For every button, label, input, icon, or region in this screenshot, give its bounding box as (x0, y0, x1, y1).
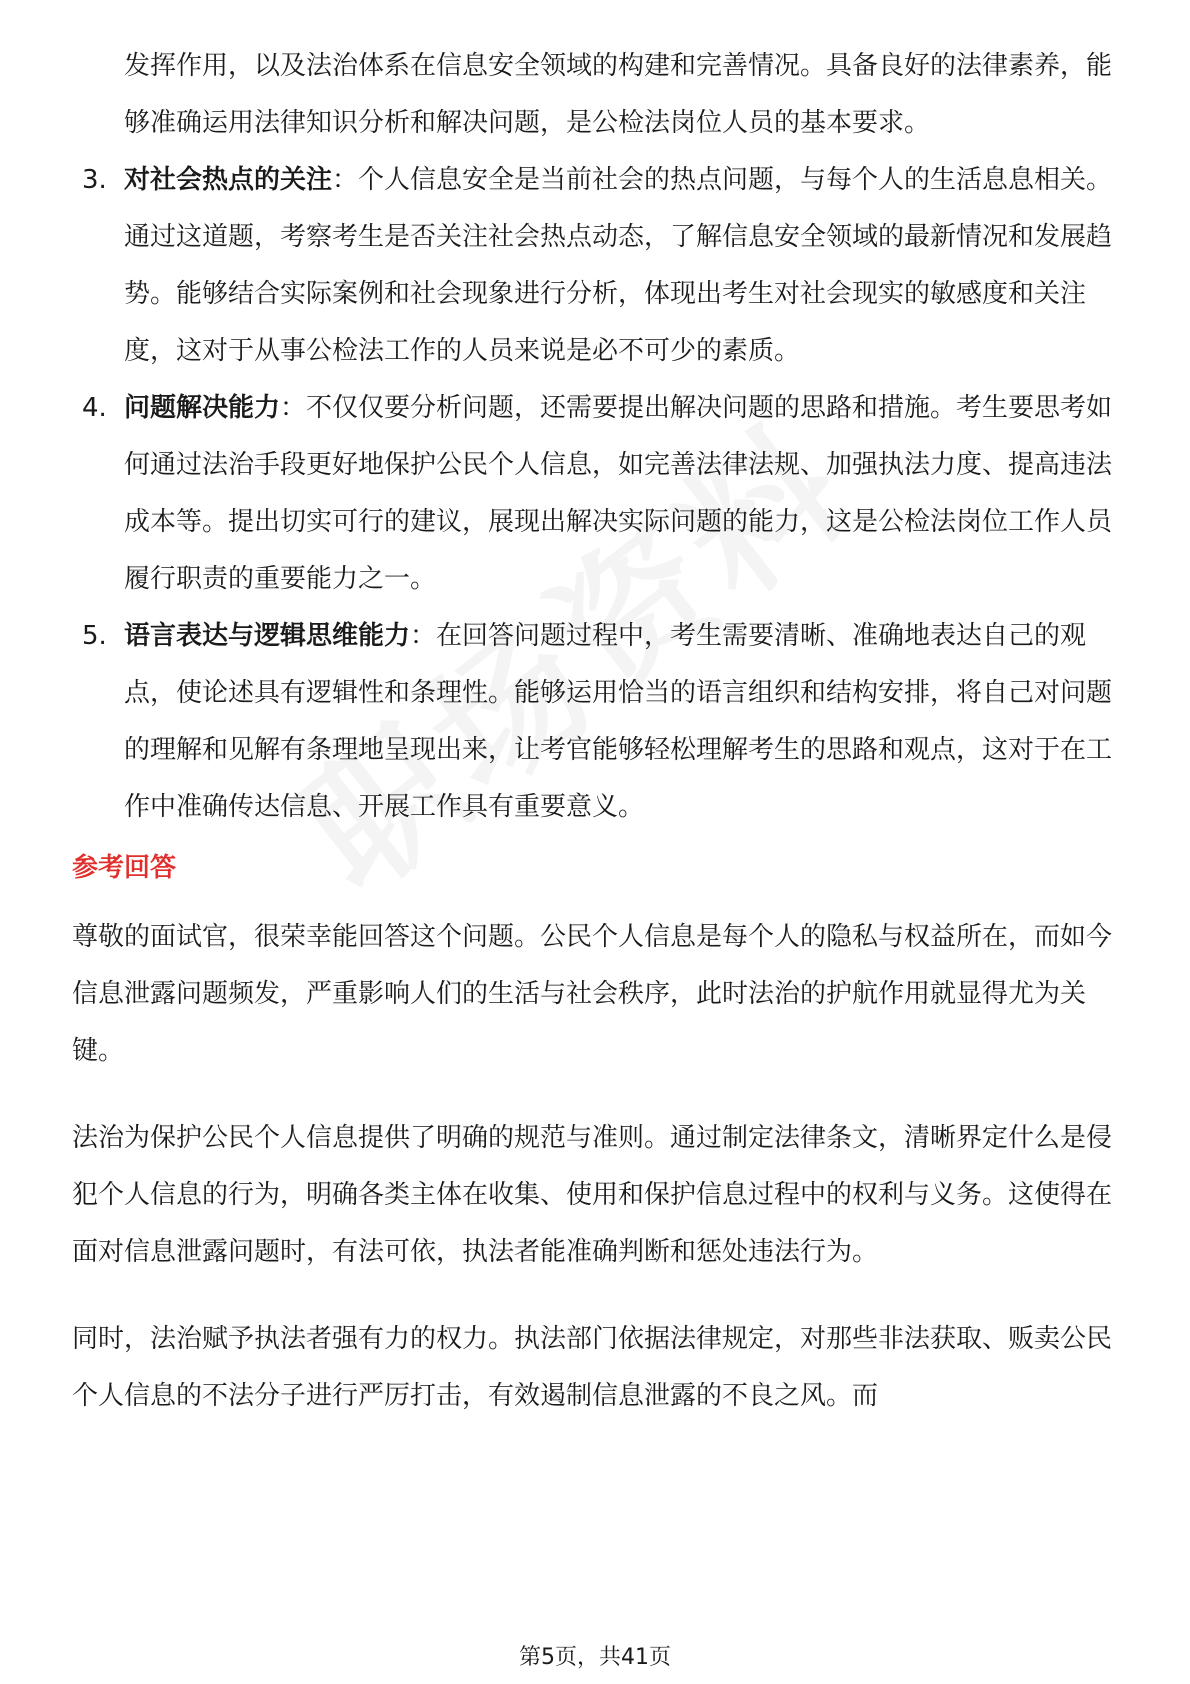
list-item (72, 608, 1122, 836)
list-item-text: ：在回答问题过程中，考生需要清晰、准确地表达自己的观点，使论述具有逻辑性和条理性。能够运用恰当的语言组织和结构安排，将自己对问题的理解和见解有条理地呈现出来，让考官能够轻松理解考生的思路和观点，这对于在工作中准确传达信息、开展工作具有重要意义。 (124, 621, 1113, 822)
answer-paragraph: 尊敬的面试官，很荣幸能回答这个问题。公民个人信息是每个人的隐私与权益所在，而如今信息泄露问题频发，严重影响人们的生活与社会秩序，此时法治的护航作用就显得尤为关键。 (72, 922, 1113, 1066)
page-content (72, 38, 1122, 1455)
list-item-text: ：不仅仅要分析问题，还需要提出解决问题的思路和措施。考生要思考如何通过法治手段更好地保护公民个人信息，如完善法律法规、加强执法力度、提高违法成本等。提出切实可行的建议，展现出解决实际问题的能力，这是公检法岗位工作人员履行职责的重要能力之一。 (124, 393, 1113, 594)
list-item-title: 问题解决能力 (124, 393, 281, 423)
reference-answer-heading: 参考回答 (72, 853, 177, 883)
answer-paragraph: 同时，法治赋予执法者强有力的权力。执法部门依据法律规定，对那些非法获取、贩卖公民个人信息的不法分子进行严厉打击，有效遏制信息泄露的不良之风。而 (72, 1324, 1113, 1411)
list-item-text: ：个人信息安全是当前社会的热点问题，与每个人的生活息息相关。通过这道题，考察考生是否关注社会热点动态，了解信息安全领域的最新情况和发展趋势。能够结合实际案例和社会现象进行分析，体现出考生对社会现实的敏感度和关注度，这对于从事公检法工作的人员来说是必不可少的素质。 (124, 165, 1113, 366)
list-item (72, 380, 1122, 608)
list-item-number: 4. (82, 393, 107, 423)
evaluation-list (72, 152, 1122, 836)
list-item-title: 对社会热点的关注 (124, 165, 333, 195)
list-item-number: 3. (82, 165, 107, 195)
list-item (72, 152, 1122, 380)
intro-continuation: 发挥作用，以及法治体系在信息安全领域的构建和完善情况。具备良好的法律素养，能够准确运用法律知识分析和解决问题，是公检法岗位人员的基本要求。 (124, 51, 1113, 138)
list-item-number: 5. (82, 621, 107, 651)
answer-paragraph: 法治为保护公民个人信息提供了明确的规范与准则。通过制定法律条文，清晰界定什么是侵犯个人信息的行为，明确各类主体在收集、使用和保护信息过程中的权利与义务。这使得在面对信息泄露问题时，有法可依，执法者能准确判断和惩处违法行为。 (72, 1123, 1113, 1267)
list-item-title: 语言表达与逻辑思维能力 (124, 621, 411, 651)
page-footer: 第5页，共41页 (519, 1645, 671, 1670)
